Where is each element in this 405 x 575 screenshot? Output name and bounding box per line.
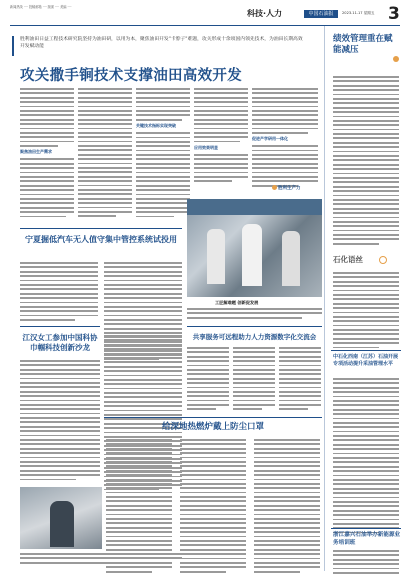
swirl-icon <box>379 256 387 264</box>
main-headline: 攻关撒手锏技术支撑油田高效开发 <box>20 68 242 84</box>
divider-a5 <box>104 417 322 418</box>
masthead <box>10 4 400 26</box>
article-2-headline: 宁夏掘低汽车无人值守集中管控系统试投用 <box>25 235 177 244</box>
column-logo <box>333 254 397 266</box>
column-logo-text: 石化语丝 <box>333 255 363 264</box>
article-5-col-1 <box>106 439 172 575</box>
article-3-photo <box>20 487 102 549</box>
publisher-line: 新闻热线 ···· 投稿邮箱 ···· 版面 ···· 美编 ···· <box>10 5 72 9</box>
article-5-col-2 <box>180 439 246 575</box>
article-3-headline: 江汉女工参加中国科协巾帼科技创新沙龙 <box>22 333 98 352</box>
lead-summary: 胜利油田日益工程技术研究院坚持为油田研，以用为本，聚焦油田开发"卡脖子"难题，攻关形成十余项国内领先技术，为油田长期高效开发赋动能 <box>20 37 303 49</box>
feature-photo-caption: 工匠解难题 创新促发展 <box>215 300 259 305</box>
sidebar-divider-2 <box>331 528 401 529</box>
divider-a2 <box>20 228 182 229</box>
divider-a3 <box>20 326 100 327</box>
flower-icon <box>393 56 399 62</box>
sidebar-news-1-title: 中石化西南（江苏）石油开展专项活动提升采油管理水平 <box>333 354 399 367</box>
subhead-2: 关键技术指标实现突破 <box>136 123 176 129</box>
sidebar-article-2-lines <box>333 272 399 351</box>
main-article-col-2 <box>78 88 132 220</box>
article-4-headline: 共享服务可远程助力人力资源数字化交流会 <box>192 333 317 341</box>
article-4-col-2 <box>233 347 275 413</box>
issue-date: 2023.11.17 星期五 <box>342 11 375 15</box>
newspaper-logo: 中国石油报 <box>304 10 338 18</box>
subhead-1: 聚焦油田生产需求 <box>20 149 52 155</box>
article-2-col-1 <box>20 262 98 323</box>
brand-chip: 胜利生产力 <box>272 185 301 191</box>
page-number: 3 <box>388 4 400 24</box>
sidebar-article-1-lines <box>333 76 399 247</box>
subhead-4: 促进产学研用一体化 <box>252 136 288 142</box>
sidebar-news-2-lines <box>333 550 399 575</box>
subhead-3: 应用效果明显 <box>194 145 218 151</box>
feature-photo <box>187 199 322 297</box>
main-article-col-1 <box>20 88 74 220</box>
main-article-col-5 <box>252 88 318 189</box>
feature-photo-caption-lines <box>187 308 322 321</box>
sidebar-divider-1 <box>331 350 401 351</box>
right-sidebar <box>324 26 402 571</box>
article-4-col-3 <box>279 347 321 413</box>
main-article-col-3 <box>136 88 190 220</box>
main-article-col-4 <box>194 88 248 185</box>
article-4-col-1 <box>187 347 229 413</box>
divider-a4 <box>187 326 322 327</box>
sidebar-news-2-title: 浙江嘉兴石油举办新能源业务培训班 <box>333 532 401 546</box>
article-5-headline: 给深地热燃炉戴上防尘口罩 <box>161 422 264 432</box>
article-5-col-3 <box>254 439 320 575</box>
lead-accent-bar <box>12 36 14 56</box>
article-3-col-1 <box>20 360 100 483</box>
sidebar-news-1-lines <box>333 378 399 536</box>
section-title: 科技·人力 <box>247 9 283 18</box>
sidebar-title: 绩效管理重在赋能减压 <box>333 34 393 55</box>
